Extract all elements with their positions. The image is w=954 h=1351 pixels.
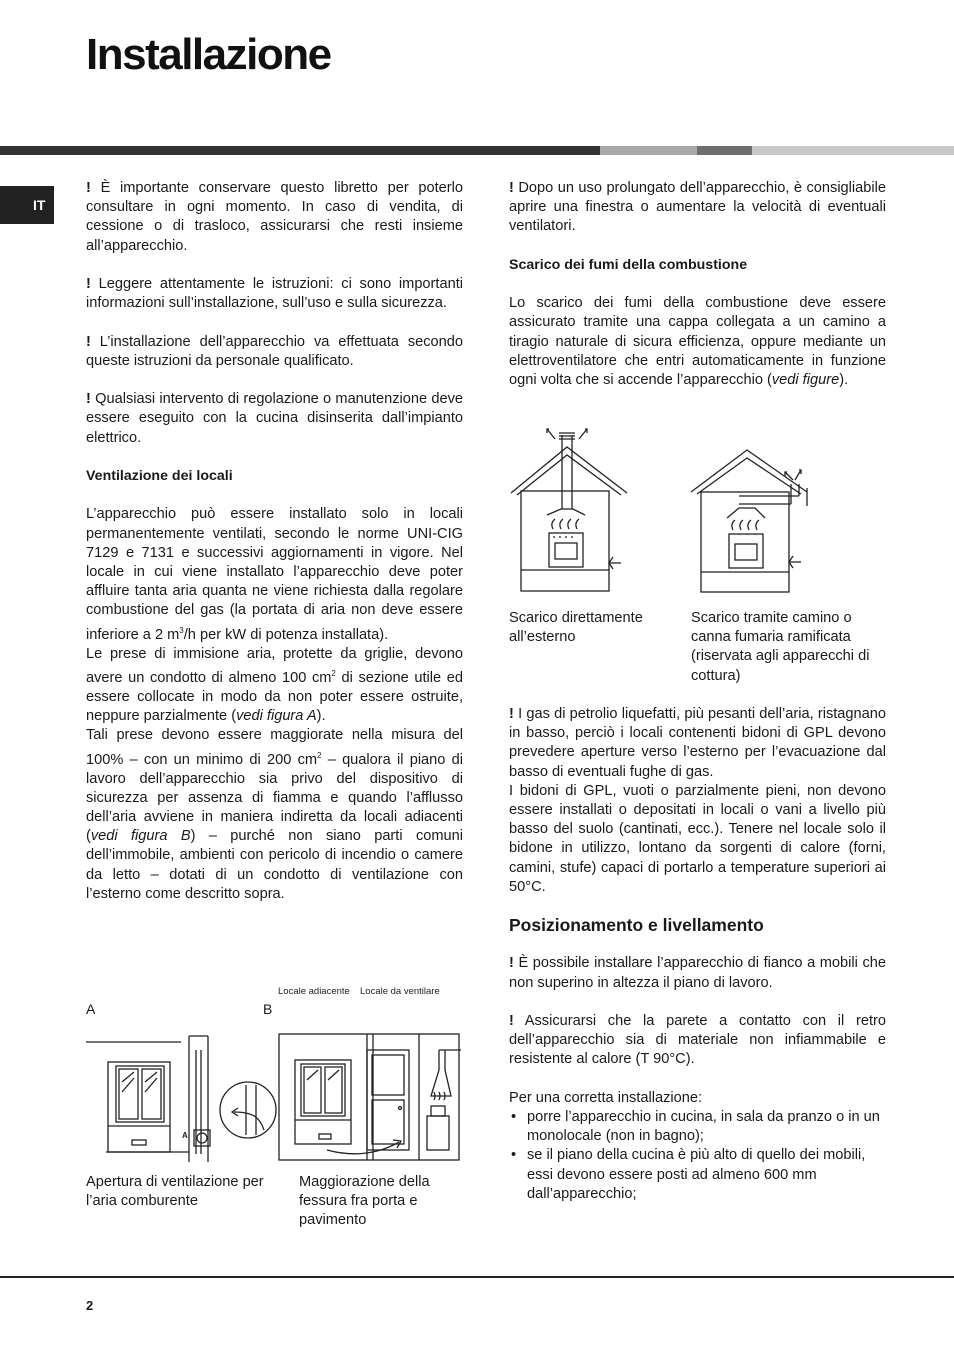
label-locale-adiacente: Locale adiacente xyxy=(278,986,350,997)
page-number: 2 xyxy=(86,1298,94,1313)
notice-paragraph xyxy=(86,390,463,448)
ventilazione-paragraph xyxy=(86,505,463,644)
right-column xyxy=(509,179,886,409)
gpl-paragraph xyxy=(509,705,886,782)
text-run: L’apparecchio può essere installato solo in locali permanentemente ventilati, secondo le norme UNI-CIG 7129 e 7131 e successivi aggiornamenti in vigore. Nel locale in cui viene installato l’apparecchio deve poter affluire tanta aria quanta ne viene richiesta dalla regolare combustione del gas (la portata di aria non deve essere inferiore a 2 m xyxy=(86,506,463,643)
superscript: 2 xyxy=(331,668,336,678)
figure-a-small-label: A xyxy=(182,1131,188,1140)
notice-text: Dopo un uso prolungato dell’apparecchio, è consigliabile aprire una finestra o aumentare la velocità di eventuali ventilatori. xyxy=(509,180,886,235)
gpl-paragraph-2: I bidoni di GPL, vuoti o parzialmente pieni, non devono essere installati o depositati in locali o vani a livello più basso del suolo (cantinati, ecc.). Tenere nel locale solo il bidone in utilizzo, lontano da sorgenti di calore (forni, camini, stufe) capaci di portarlo a temperature superiori ai 50°C. xyxy=(509,782,886,895)
figure-a-caption: Apertura di ventilazione per l’aria comburente xyxy=(86,1174,264,1210)
list-item: • se il piano della cucina è più alto di quello dei mobili, essi devono essere posti ad almeno 600 mm dall’apparecchio; xyxy=(509,1146,886,1204)
notice-text: I gas di petrolio liquefatti, più pesanti dell’aria, ristagnano in basso, perciò i locali contenenti bidoni di GPL devono prevedere aperture verso l’esterno per l’evacuazione dal basso di eventuali fughe di gas. xyxy=(509,706,886,780)
warning-mark: ! xyxy=(509,955,514,972)
ventilazione-paragraph xyxy=(86,726,463,904)
text-run: ). xyxy=(839,372,849,388)
ventilazione-paragraph xyxy=(86,645,463,727)
warning-mark: ! xyxy=(509,1013,514,1030)
text-run: ). xyxy=(316,708,326,725)
text-run: Tali prese devono essere maggiorate nella misura del 100% – con un minimo di 200 cm xyxy=(86,727,463,768)
notice-paragraph xyxy=(86,179,463,256)
figure-a-illustration xyxy=(86,1030,276,1165)
left-column xyxy=(86,179,463,904)
figure-reference: vedi figura A xyxy=(236,708,317,725)
notice-text: Leggere attentamente le istruzioni: ci sono importanti informazioni sull’installazione, sull’uso e sulla sicurezza. xyxy=(86,276,463,312)
house-direct-exhaust-illustration xyxy=(509,425,635,595)
figure-reference: vedi figure xyxy=(771,372,840,388)
figure-b-label: B xyxy=(263,1001,273,1017)
right-column-lower xyxy=(509,705,886,1204)
text-run: di sezione utile ed essere collocate in modo da non poter essere ostruite, neppure parzialmente ( xyxy=(86,669,463,725)
list-item: • porre l’apparecchio in cucina, in sala da pranzo o in un monolocale (non in bagno); xyxy=(509,1108,886,1146)
notice-text: È importante conservare questo libretto per poterlo consultare in ogni momento. In caso di vendita, di cessione o di trasloco, assicurarsi che resti insieme all’apparecchio. xyxy=(86,180,463,254)
caption-chimney-exhaust: Scarico tramite camino o canna fumaria ramificata (riservata agli apparecchi di cottura) xyxy=(691,610,870,684)
notice-paragraph xyxy=(509,1012,886,1070)
text-run: ) – purché non siano parti comuni dell’immobile, ambienti con pericolo di incendio o camere da letto – dotati di un condotto di ventilazione con l’esterno come descritto sopra. xyxy=(86,828,463,902)
warning-mark: ! xyxy=(86,276,91,292)
page-title: Installazione xyxy=(86,30,331,79)
text-run: /h per kW di potenza installata). xyxy=(183,626,389,643)
header-bar-light xyxy=(600,146,697,155)
ventilazione-heading: Ventilazione dei locali xyxy=(86,467,233,484)
notice-paragraph xyxy=(509,954,886,992)
footer-rule xyxy=(0,1276,954,1278)
notice-text: L’installazione dell’apparecchio va effettuata secondo queste istruzioni da personale qualificato. xyxy=(86,333,463,369)
notice-text: Qualsiasi intervento di regolazione o manutenzione deve essere eseguito con la cucina disinserita dall’impianto elettrico. xyxy=(86,391,463,446)
warning-mark: ! xyxy=(509,706,514,722)
superscript: 3 xyxy=(179,625,184,635)
warning-mark: ! xyxy=(86,391,91,408)
text-run: Le prese di immisione aria, protette da griglie, devono avere un condotto di almeno 100 cm xyxy=(86,645,463,686)
header-bar-dark xyxy=(0,146,600,155)
header-bar-mid xyxy=(697,146,752,155)
label-locale-ventilare: Locale da ventilare xyxy=(360,986,440,997)
notice-paragraph xyxy=(86,275,463,313)
scarico-paragraph xyxy=(509,294,886,390)
notice-text: È possibile installare l’apparecchio di fianco a mobili che non superino in altezza il piano di lavoro. xyxy=(509,955,886,991)
posizionamento-heading: Posizionamento e livellamento xyxy=(509,915,764,936)
warning-mark: ! xyxy=(86,180,91,196)
notice-text: Assicurarsi che la parete a contatto con il retro dell’apparecchio sia di materiale non infiammabile e resistente al calore (T 90°C). xyxy=(509,1013,886,1068)
header-bar xyxy=(0,146,954,155)
warning-mark: ! xyxy=(86,333,91,350)
figure-b-illustration xyxy=(279,1030,463,1163)
corretta-intro: Per una corretta installazione: xyxy=(509,1089,703,1106)
installation-list xyxy=(509,1108,886,1204)
warning-mark: ! xyxy=(509,180,514,196)
header-bar-pale xyxy=(752,146,954,155)
language-tab: IT xyxy=(0,186,54,224)
superscript: 2 xyxy=(317,750,322,760)
text-run: – qualora il piano di lavoro dell’apparecchio sia privo del dispositivo di sicurezza per assenza di fiamma e quando l’afflusso dell’aria avviene in maniera indiretta da locali adiacenti ( xyxy=(86,751,464,845)
caption-direct-exhaust: Scarico direttamente all’esterno xyxy=(509,610,643,646)
figure-reference: vedi figura B xyxy=(90,828,191,845)
figure-a-label: A xyxy=(86,1001,96,1017)
figure-b-caption: Maggiorazione della fessura fra porta e pavimento xyxy=(299,1174,430,1229)
notice-paragraph xyxy=(509,179,886,237)
house-chimney-exhaust-illustration xyxy=(689,448,821,598)
text-run: Lo scarico dei fumi della combustione deve essere assicurato tramite una cappa collegata a un camino a tiragio naturale di sicura efficienza, oppure mediante un elettroventilatore che entri automaticamente in funzione ogni volta che si accende l’apparecchio ( xyxy=(509,295,886,388)
scarico-heading: Scarico dei fumi della combustione xyxy=(509,256,748,273)
notice-paragraph xyxy=(86,333,463,371)
